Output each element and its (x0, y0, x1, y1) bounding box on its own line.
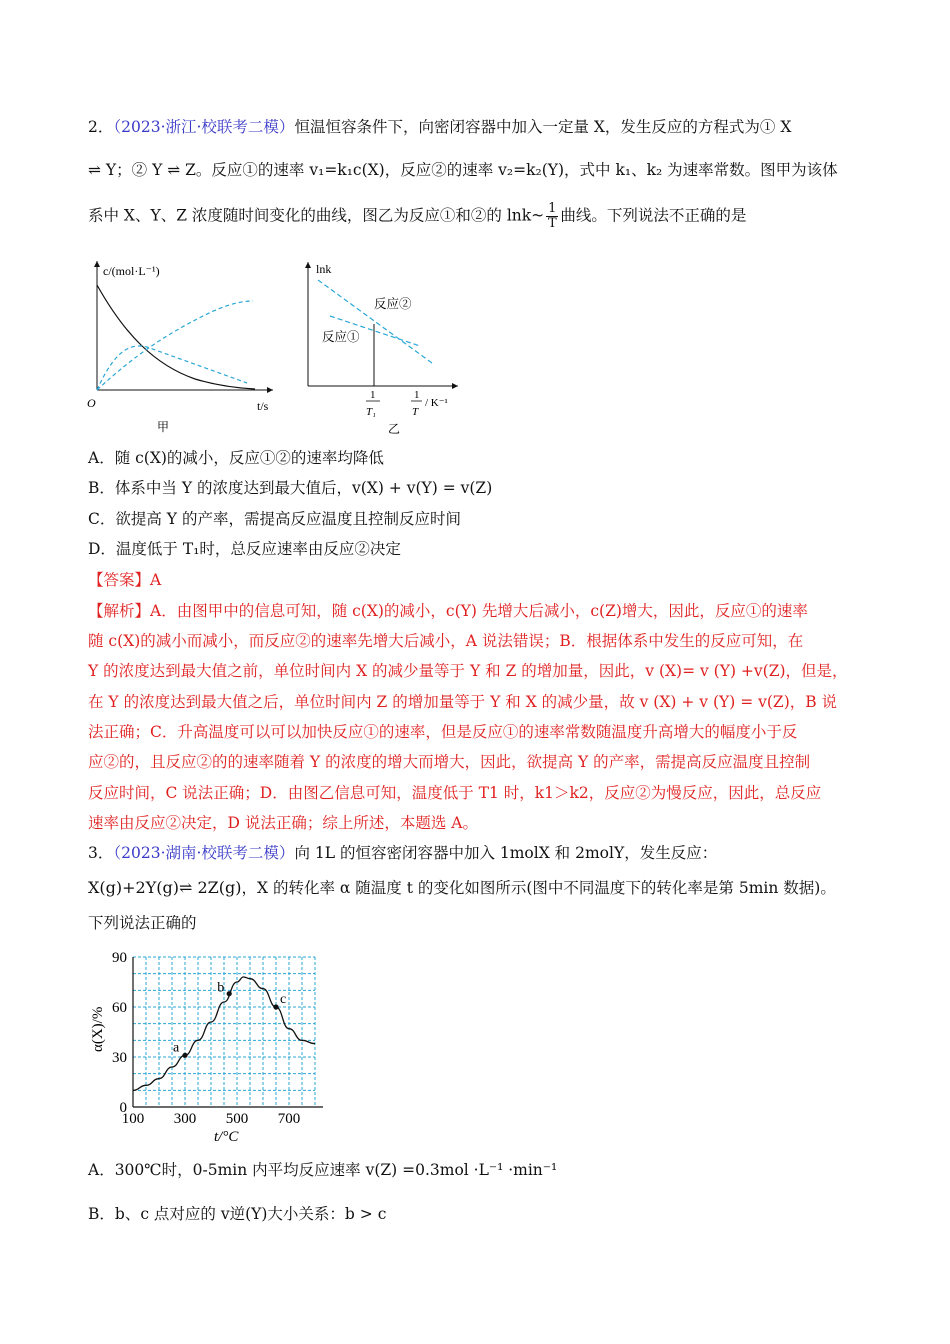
q2-stem-1: 恒温恒容条件下，向密闭容器中加入一定量 X，发生反应的方程式为① X (294, 118, 792, 136)
yi-xlabel-num: 1 (414, 389, 420, 401)
q2-line1 (88, 117, 791, 137)
q2-number: 2． (88, 118, 114, 136)
yi-xlabel-den: T (412, 406, 419, 418)
x-tick-label: 700 (277, 1111, 301, 1127)
yi-ylabel: lnk (316, 262, 332, 276)
yi-tick-num: 1 (370, 389, 376, 401)
q2-analysis-3: Y 的浓度达到最大值之前，单位时间内 X 的减少量等于 Y 和 Z 的增加量，因此，v (X)= v (Y) +v(Z)，但是， (88, 662, 848, 680)
jia-caption: 甲 (157, 420, 170, 434)
yi-caption: 乙 (388, 422, 401, 436)
jia-xlabel: t/s (257, 399, 269, 413)
q3-stem-1: 向 1L 的恒容密闭容器中加入 1molX 和 2molY，发生反应： (294, 844, 718, 862)
figure-jia (85, 255, 285, 435)
q2-stem-3b: 曲线。下列说法不正确的是 (560, 206, 747, 225)
q3-line2 (88, 878, 836, 898)
figure-yi (300, 258, 470, 438)
point-label-b: b (217, 980, 225, 996)
jia-curve-z (97, 301, 253, 390)
q3-source: （2023·湖南·校联考二模） (113, 844, 295, 862)
y-tick-label: 30 (112, 1050, 127, 1066)
q2-answer: 【答案】A (88, 571, 162, 589)
q3-equation: X(g)+2Y(g)⇌ 2Z(g) (88, 878, 242, 897)
yi-label-reaction1: 反应① (322, 330, 360, 344)
jia-origin: O (87, 396, 96, 410)
q3-stem-2: ，X 的转化率 α 随温度 t 的变化如图所示(图中不同温度下的转化率是第 5min 数据)。 (241, 879, 836, 897)
q2-option-c: C．欲提高 Y 的产率，需提高反应温度且控制反应时间 (88, 510, 461, 528)
x-tick-label: 300 (173, 1111, 197, 1127)
q2-line3 (88, 202, 746, 231)
q2-analysis-4: 在 Y 的浓度达到最大值之后，单位时间内 Z 的增加量等于 Y 和 X 的减少量，故 v (X) + v (Y) = v(Z)，B 说 (88, 693, 838, 711)
jia-ylabel: c/(mol·L⁻¹) (103, 264, 160, 278)
frac-numerator: 1 (548, 201, 557, 216)
q2-stem-3a: 系中 X、Y、Z 浓度随时间变化的曲线，图乙为反应①和②的 lnk~ (88, 206, 545, 225)
y-tick-label: 60 (112, 1000, 127, 1016)
q2-source: （2023·浙江·校联考二模） (113, 118, 295, 136)
data-point-b (227, 991, 232, 996)
q2-line2: ⇌ Y；② Y ⇌ Z。反应①的速率 v₁=k₁c(X)，反应②的速率 v₂=k₂(Y)，式中 k₁、k₂ 为速率常数。图甲为该体 (88, 161, 838, 179)
q3-line3: 下列说法正确的 (88, 914, 197, 932)
data-point-c (273, 1004, 278, 1009)
q3-number: 3． (88, 844, 114, 862)
q2-option-a: A．随 c(X)的减小，反应①②的速率均降低 (88, 449, 384, 467)
yi-label-reaction2: 反应② (374, 297, 412, 311)
point-label-c: c (280, 992, 287, 1007)
point-label-a: a (173, 1040, 180, 1056)
y-tick-label: 0 (119, 1100, 127, 1116)
q2-analysis-6: 应②的，且反应②的的速率随着 Y 的浓度的增大而增大，因此，欲提高 Y 的产率，需提高反应温度且控制 (88, 753, 811, 771)
yi-xunit: / K⁻¹ (425, 397, 448, 409)
x-tick-label: 100 (121, 1111, 145, 1127)
q2-analysis-2: 随 c(X)的减小而减小，而反应②的速率先增大后减小，A 说法错误；B．根据体系中发生的反应可知，在 (88, 632, 804, 650)
y-axis-label: α(X)/% (90, 1006, 106, 1052)
data-point-a (182, 1053, 187, 1058)
q2-option-b: B．体系中当 Y 的浓度达到最大值后，v(X) + v(Y) = v(Z) (88, 479, 493, 497)
y-tick-label: 90 (112, 950, 127, 966)
jia-curve-x (97, 285, 255, 389)
yi-line-reaction2 (318, 280, 432, 363)
q2-analysis-1: 【解析】A．由图甲中的信息可知，随 c(X)的减小，c(Y) 先增大后减小，c(Z)增大，因此，反应①的速率 (88, 602, 808, 620)
x-tick-label: 500 (225, 1111, 249, 1127)
x-axis-label: t/°C (214, 1129, 239, 1145)
yi-tick-den: T₁ (366, 406, 376, 418)
q2-option-d: D．温度低于 T₁时，总反应速率由反应②决定 (88, 540, 401, 558)
q3-line1 (88, 843, 717, 863)
conversion-chart (88, 945, 338, 1150)
q2-fraction (546, 202, 558, 231)
frac-denominator: T (547, 216, 557, 231)
q3-option-a: A．300℃时，0-5min 内平均反应速率 v(Z) =0.3mol ·L⁻¹ ·min⁻¹ (88, 1161, 558, 1179)
q2-analysis-7: 反应时间，C 说法正确；D．由图乙信息可知，温度低于 T1 时，k1＞k2，反应②为慢反应，因此，总反应 (88, 784, 822, 802)
q2-analysis-5: 法正确；C．升高温度可以可以加快反应①的速率，但是反应①的速率常数随温度升高增大的幅度小于反 (88, 723, 798, 741)
q3-option-b: B．b、c 点对应的 v逆(Y)大小关系：b > c (88, 1205, 387, 1223)
q2-analysis-8: 速率由反应②决定，D 说法正确；综上所述，本题选 A。 (88, 814, 478, 832)
